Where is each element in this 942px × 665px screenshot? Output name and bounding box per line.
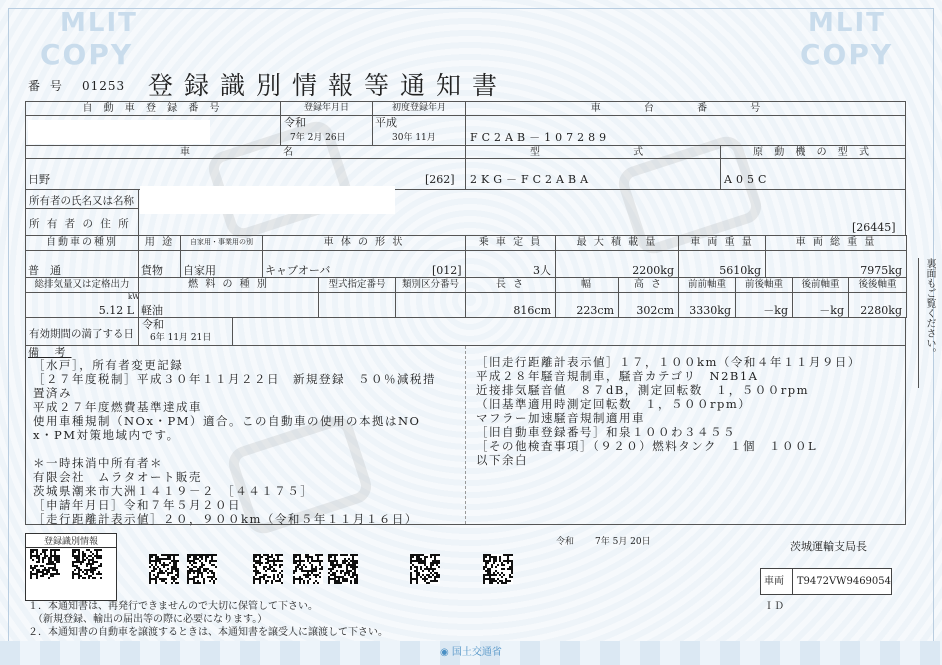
expiry-era: 令和 (142, 318, 164, 331)
chassis-header: 車 台 番 号 (465, 101, 906, 116)
row4-value (321, 304, 391, 317)
qr-code (410, 554, 440, 584)
row3-header: 最 大 積 載 量 (555, 235, 679, 251)
remarks-divider (465, 346, 466, 524)
expiry-date: 6年 11月 21日 (150, 333, 212, 343)
side-note: 裏面もご覧ください。 (918, 258, 937, 388)
row4-value: 2280kg (860, 304, 902, 317)
row4-value: 5.12 L (98, 304, 134, 317)
row4-header: 類別区分番号 (395, 277, 466, 293)
row4-value (398, 304, 461, 317)
reg-date: 7年 2月 26日 (290, 133, 346, 143)
body-code: [012] (432, 264, 462, 277)
row3-value: キャブオーバ (265, 264, 331, 277)
row3-header: 車 体 の 形 状 (262, 235, 466, 251)
remark-line: ［走行距離計表示値］２０，９００km（令和５年１１月１６日） (33, 512, 418, 526)
remark-line: ［２７年度税制］平成３０年１１月２２日 新規登録 ５０％減税措 (33, 372, 436, 386)
remarks-left (33, 358, 436, 526)
qr-code (293, 554, 323, 584)
row3-value: 2200kg (632, 264, 674, 277)
watermark-mlit-left: MLIT (60, 8, 138, 38)
remark-line: 有限会社 ムラタオート販売 (33, 470, 202, 484)
row4-header: 後前軸重 (792, 277, 849, 293)
watermark-mlit-right: MLIT (808, 8, 886, 38)
remark-line: ［申請年月日］令和７年５月２０日 (33, 498, 241, 512)
qr-box-label: 登録識別情報 (26, 534, 116, 548)
qr-code (30, 549, 60, 579)
remarks-right (476, 355, 861, 467)
note-1-sub: （新規登録、輸出の届出等の際に必要になります。） (28, 614, 268, 625)
model-header: 型 式 (530, 147, 644, 158)
issuer: 茨城運輸支局長 (790, 540, 867, 553)
row3-value: 5610kg (719, 264, 761, 277)
remark-line: x・PM対策地域内です。 (33, 428, 180, 442)
row3-value: 貨物 (141, 264, 163, 277)
row3-value: 普 通 (28, 264, 61, 277)
row4-header: 型式指定番号 (318, 277, 396, 293)
row3-header: 車 両 総 重 量 (765, 235, 907, 251)
row3-header: 乗 車 定 員 (465, 235, 556, 251)
row3-header: 用 途 (138, 235, 181, 251)
qr-code (328, 554, 358, 584)
row4-header: 幅 (555, 277, 619, 293)
remark-line: 以下余白 (476, 453, 528, 467)
first-reg-header: 初度登録年月 (372, 101, 466, 116)
number-label: 番 号 (28, 79, 65, 93)
row4-header: 後後軸重 (848, 277, 907, 293)
row4-header: 前後軸重 (735, 277, 793, 293)
row4-header: 高 さ (618, 277, 679, 293)
vehicle-id-box (760, 568, 892, 612)
expiry-label: 有効期間の満了する日 (25, 317, 139, 346)
remark-line: ［その他検査事項］（９２０）燃料タンク １個 １００L (476, 439, 818, 453)
qr-code (483, 554, 513, 584)
divider (25, 158, 906, 159)
row4-value: 223cm (576, 304, 614, 317)
row4-value: －kg (763, 304, 788, 317)
reg-era: 令和 (284, 116, 306, 129)
qr-code (253, 554, 283, 584)
row4-value: 3330kg (689, 304, 731, 317)
redacted-owner (140, 186, 395, 214)
qr-code (72, 549, 102, 579)
note-2: ２．本通知書の自動車を譲渡するときは、本通知書を譲受人に譲渡して下さい。 (28, 627, 388, 638)
remark-line (33, 442, 436, 456)
remark-line: 置済み (33, 386, 72, 400)
remark-line: 平成２８年騒音規制車，騒音カテゴリ N2B1A (476, 369, 759, 383)
first-reg-date: 30年 11月 (392, 133, 436, 143)
row4-value: 816cm (513, 304, 551, 317)
owner-name-label: 所有者の氏名又は名称 (25, 189, 139, 209)
document-number: 01253 (82, 79, 126, 93)
remark-line: 使用車種規制（NOx・PM）適合。この自動車の使用の本拠はNO (33, 414, 421, 428)
maker-name: 日野 (28, 173, 50, 186)
qr-code (187, 554, 217, 584)
row4-header: 総排気量又は定格出力 (25, 277, 139, 293)
address-code: [26445] (852, 221, 896, 234)
row3-header: 自動車の種別 (25, 235, 139, 251)
row4-header: 燃 料 の 種 別 (138, 277, 319, 293)
ministry-name: 国土交通省 (451, 647, 502, 658)
maker-code: [262] (425, 173, 455, 186)
reg-date-header: 登録年月日 (280, 101, 373, 116)
row3-value: 7975kg (860, 264, 902, 277)
row4-header: 前前軸重 (678, 277, 736, 293)
ministry-emblem-icon: ◉ (440, 647, 449, 658)
remark-line: 近接排気騒音値 ８７dB，測定回転数 １，５００rpm (476, 383, 810, 397)
redacted-reg-no (28, 120, 210, 144)
issue-date: 7年 5月 20日 (595, 537, 651, 547)
row4-value: 軽油 (141, 304, 163, 317)
remark-line: 平成２７年度燃費基準達成車 (33, 400, 202, 414)
row3-header: 自家用・事業用の別 (180, 235, 263, 251)
remarks-label: 備 考 (28, 346, 72, 359)
row4-header: 長 さ (465, 277, 556, 293)
ministry-logo (440, 646, 502, 659)
row3-header: 車 両 重 量 (678, 235, 766, 251)
row4-value: －kg (819, 304, 844, 317)
remark-line: ［旧自動車登録番号］和泉１００わ３４５５ (476, 425, 736, 439)
remark-line: （旧基準適用時測定回転数 １，５００rpm） (476, 397, 752, 411)
vehicle-id: T9472VW9469054 (796, 576, 891, 587)
remark-line: ＊一時抹消中所有者＊ (33, 456, 163, 470)
remark-line: マフラー加速騒音規制適用車 (476, 411, 645, 425)
row3-value: 自家用 (183, 264, 216, 277)
engine-model: A05C (724, 173, 771, 186)
remark-line: 茨城県潮来市大洲１４１９－２ ［４４１７５］ (33, 484, 314, 498)
watermark-copy-left: COPY (40, 38, 134, 71)
engine-header: 原 動 機 の 型 式 (720, 145, 906, 190)
issue-era: 令和 (556, 537, 575, 547)
qr-code (149, 554, 179, 584)
remark-line: ［水戸］，所有者変更記録 (33, 358, 184, 372)
chassis-number: FC2AB－107289 (470, 131, 611, 144)
vehicle-id-label: 車両ＩＤ (761, 569, 793, 594)
maker-header: 車 名 (180, 147, 294, 158)
document-title: 登録識別情報等通知書 (148, 71, 509, 100)
note-1: １．本通知書は、再発行できませんので大切に保管して下さい。 (28, 601, 318, 612)
kw-unit: kW (128, 293, 140, 301)
row4-value: 302cm (636, 304, 674, 317)
row3-value: 3人 (533, 264, 551, 277)
first-reg-era: 平成 (375, 116, 397, 129)
watermark-copy-right: COPY (800, 38, 894, 71)
reg-no-header: 自 動 車 登 録 番 号 (25, 101, 281, 116)
remark-line: ［旧走行距離計表示値］１７，１００km（令和４年１１月９日） (476, 355, 861, 369)
owner-address-label: 所 有 者 の 住 所 (25, 208, 139, 236)
expiry-blank (232, 317, 906, 346)
model-value: 2KG－FC2ABA (470, 173, 593, 186)
